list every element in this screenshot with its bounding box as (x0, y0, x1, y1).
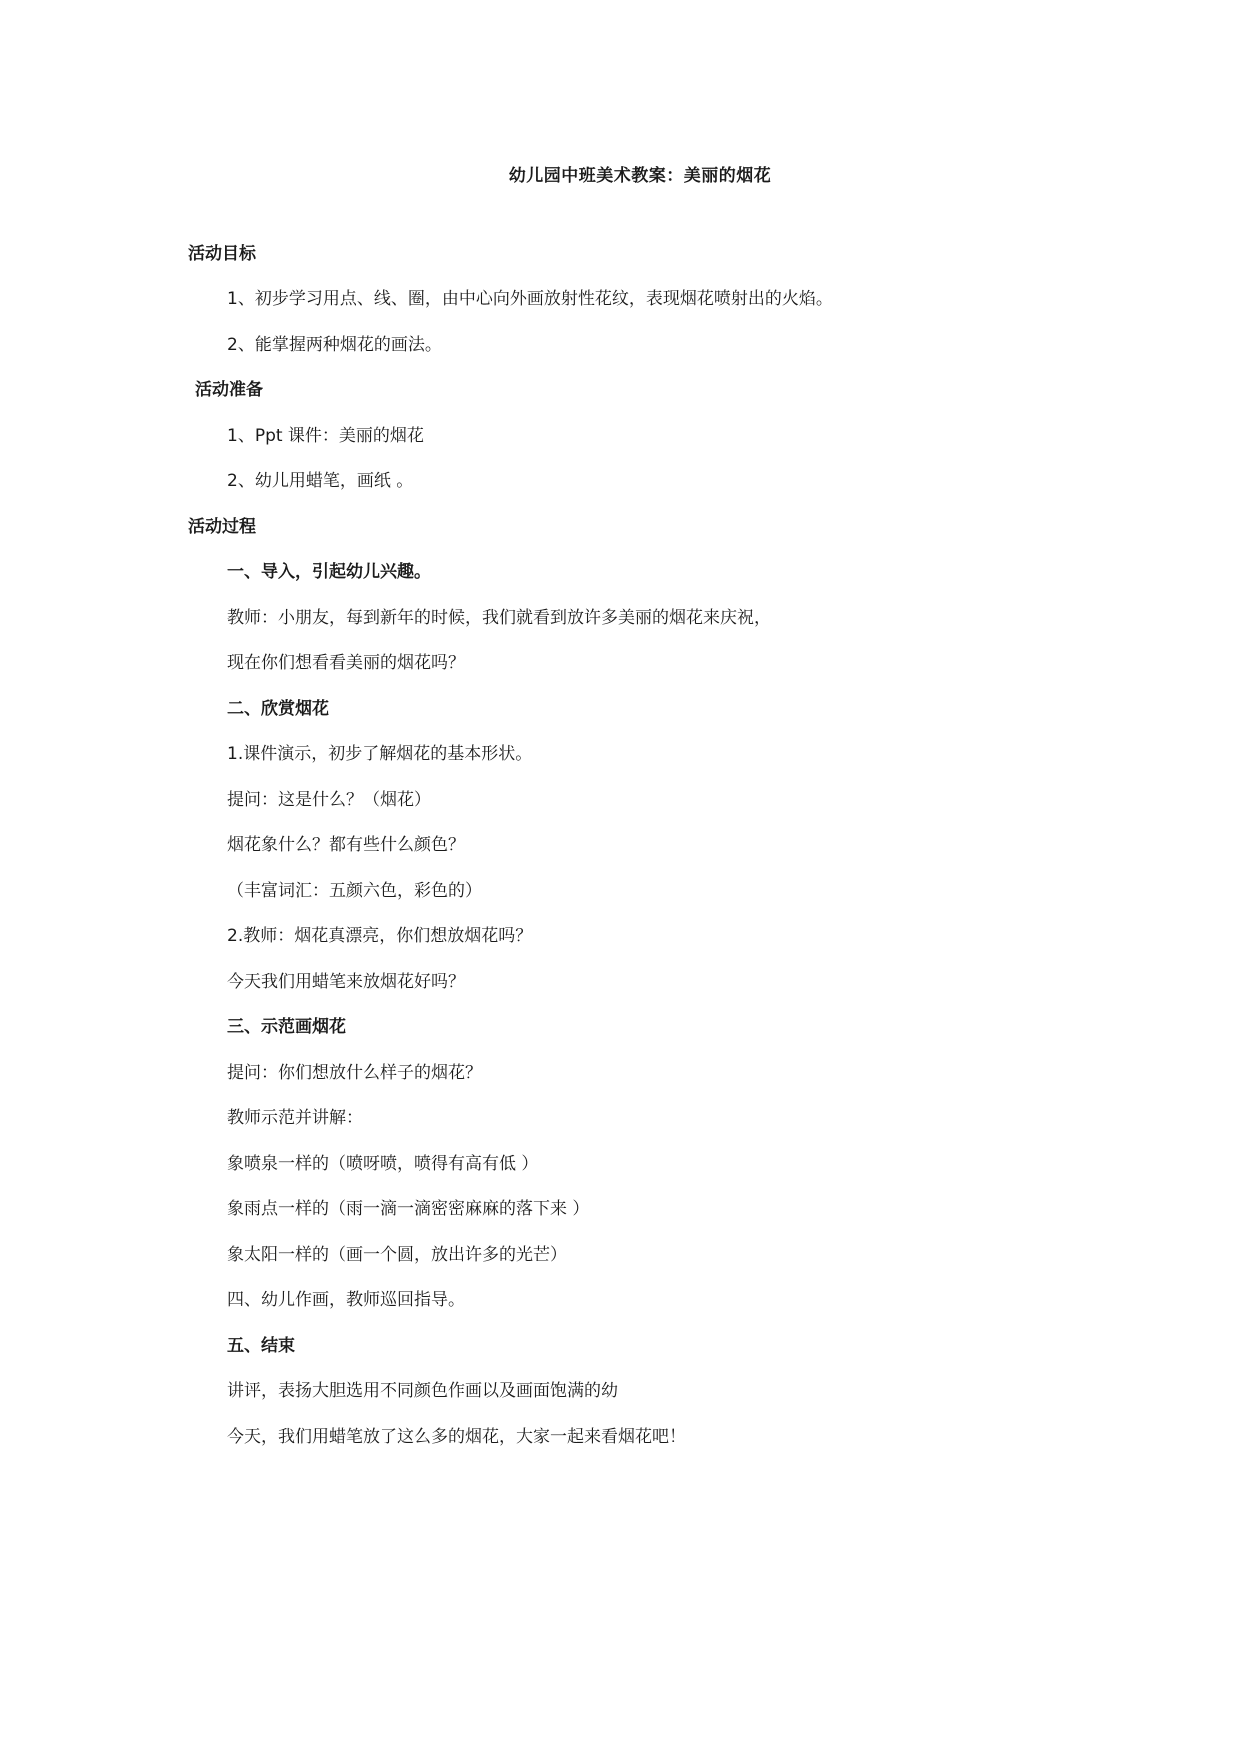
section-heading: 活动过程 (188, 517, 256, 537)
paragraph-line: 象雨点一样的（雨一滴一滴密密麻麻的落下来 ） (227, 1199, 590, 1219)
section-heading: 活动目标 (188, 244, 256, 264)
document-title: 幼儿园中班美术教案：美丽的烟花 (508, 166, 772, 186)
paragraph-line: 1.课件演示，初步了解烟花的基本形状。 (227, 744, 533, 764)
paragraph-line: 象喷泉一样的（喷呀喷，喷得有高有低 ） (227, 1154, 539, 1174)
paragraph-line: 现在你们想看看美丽的烟花吗？ (227, 653, 465, 673)
paragraph-line: 教师：小朋友，每到新年的时候，我们就看到放许多美丽的烟花来庆祝， (227, 608, 771, 628)
section-heading: 活动准备 (195, 380, 263, 400)
subsection-heading: 五、结束 (227, 1336, 295, 1356)
paragraph-line: 2.教师：烟花真漂亮，你们想放烟花吗？ (227, 926, 533, 946)
paragraph-line: 四、幼儿作画，教师巡回指导。 (227, 1290, 465, 1310)
paragraph-line: （丰富词汇：五颜六色，彩色的） (227, 881, 482, 901)
paragraph-line: 1、Ppt 课件：美丽的烟花 (227, 426, 424, 446)
paragraph-line: 今天，我们用蜡笔放了这么多的烟花，大家一起来看烟花吧！ (227, 1427, 686, 1447)
paragraph-line: 象太阳一样的（画一个圆，放出许多的光芒） (227, 1245, 567, 1265)
paragraph-line: 烟花象什么？都有些什么颜色？ (227, 835, 465, 855)
subsection-heading: 三、示范画烟花 (227, 1017, 346, 1037)
paragraph-line: 讲评，表扬大胆选用不同颜色作画以及画面饱满的幼 (227, 1381, 618, 1401)
paragraph-line: 提问：这是什么？（烟花） (227, 790, 431, 810)
paragraph-line: 2、能掌握两种烟花的画法。 (227, 335, 442, 355)
paragraph-line: 教师示范并讲解： (227, 1108, 363, 1128)
paragraph-line: 提问：你们想放什么样子的烟花？ (227, 1063, 482, 1083)
paragraph-line: 2、幼儿用蜡笔，画纸 。 (227, 471, 414, 491)
subsection-heading: 一、导入，引起幼儿兴趣。 (227, 562, 431, 582)
paragraph-line: 1、初步学习用点、线、圈，由中心向外画放射性花纹，表现烟花喷射出的火焰。 (227, 289, 833, 309)
subsection-heading: 二、欣赏烟花 (227, 699, 329, 719)
paragraph-line: 今天我们用蜡笔来放烟花好吗？ (227, 972, 465, 992)
